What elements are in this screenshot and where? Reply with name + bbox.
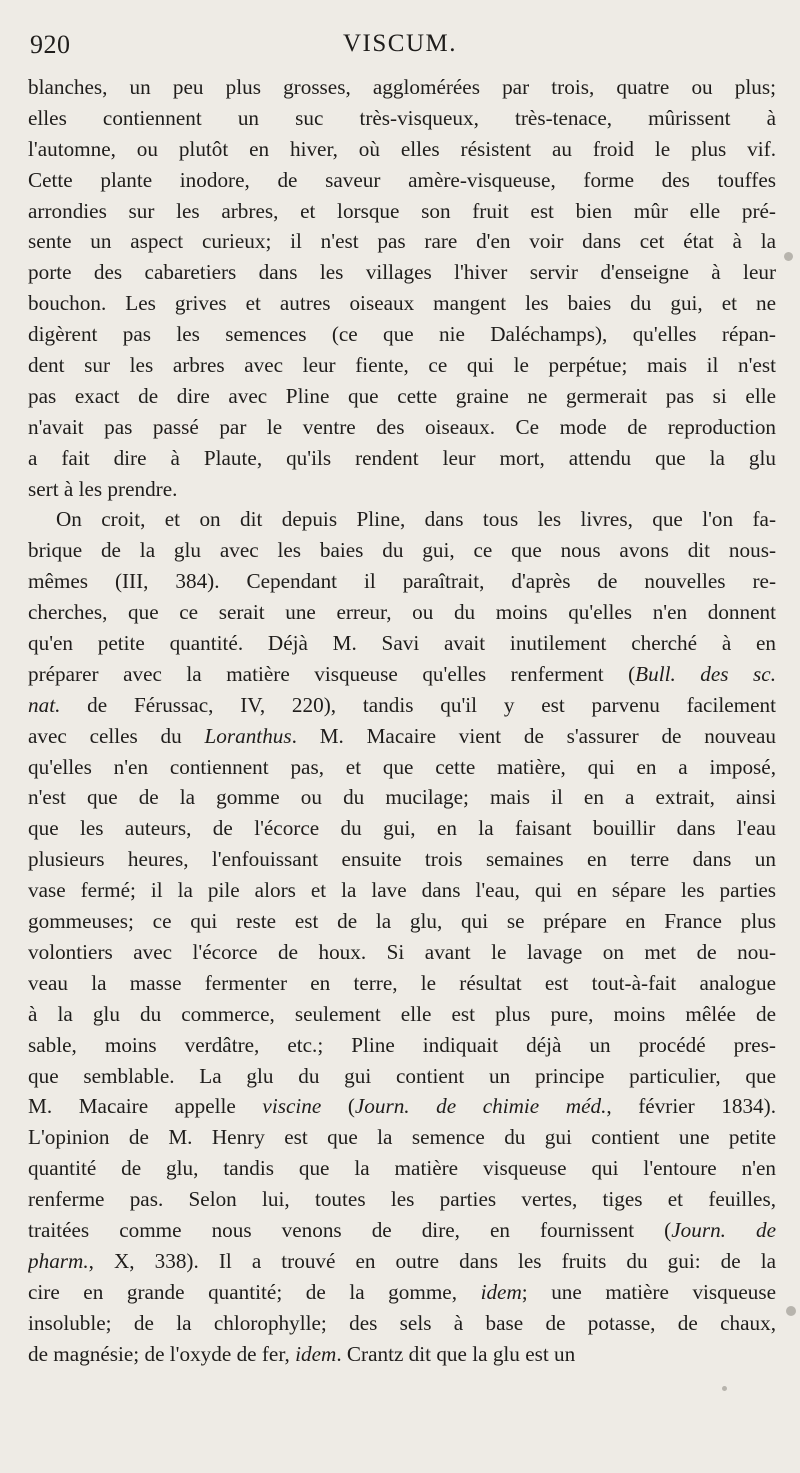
text-segment: qu'elles n'en contiennent pas, et que cette matière, qui en a imposé, — [28, 754, 776, 779]
text-segment: brique de la glu avec les baies du gui, ce que nous avons dit nous- — [28, 538, 776, 563]
text-segment: ( — [321, 1094, 355, 1119]
page-number: 920 — [30, 30, 71, 59]
text-line — [28, 566, 776, 597]
text-segment: insoluble; de la chlorophylle; des sels à base de potasse, de chaux, — [28, 1310, 776, 1335]
text-segment: sert à les prendre. — [28, 476, 178, 501]
text-segment: de magnésie; de l'oxyde de fer, — [28, 1341, 296, 1366]
text-line — [28, 1308, 776, 1339]
text-line — [28, 597, 776, 628]
text-line — [28, 381, 776, 412]
text-line — [28, 1030, 776, 1061]
text-line — [28, 813, 776, 844]
text-line — [28, 968, 776, 999]
text-line — [28, 412, 776, 443]
text-segment: que les auteurs, de l'écorce du gui, en la faisant bouillir dans l'eau — [28, 816, 776, 841]
text-segment: que semblable. La glu du gui contient un principe particulier, que — [28, 1063, 776, 1088]
italic-segment: nat. — [28, 692, 61, 717]
text-line — [28, 1122, 776, 1153]
text-segment: . M. Macaire vient de s'assurer de nouveau — [291, 723, 776, 748]
text-line — [28, 659, 776, 690]
body-text — [28, 72, 776, 1369]
text-line — [28, 844, 776, 875]
paper-speck — [786, 1306, 796, 1316]
italic-segment: viscine — [262, 1094, 322, 1119]
italic-segment: Journ. de chimie méd. — [354, 1094, 607, 1119]
text-segment: porte des cabaretiers dans les villages l'hiver servir d'enseigne à leur — [28, 260, 776, 285]
text-line — [28, 1184, 776, 1215]
text-segment: l'automne, ou plutôt en hiver, où elles résistent au froid le plus vif. — [28, 136, 776, 161]
text-segment: cherches, que ce serait une erreur, ou du moins qu'elles n'en donnent — [28, 600, 776, 625]
italic-segment: Loranthus — [204, 723, 292, 748]
text-segment: n'est que de la gomme ou du mucilage; mais il en a extrait, ainsi — [28, 785, 776, 810]
text-segment: digèrent pas les semences (ce que nie Daléchamps), qu'elles répan- — [28, 322, 776, 347]
text-line — [28, 1339, 776, 1370]
italic-segment: idem — [480, 1279, 522, 1304]
italic-segment: Bull. des sc. — [635, 661, 776, 686]
text-segment: sente un aspect curieux; il n'est pas rare d'en voir dans cet état à la — [28, 229, 776, 254]
text-line — [28, 103, 776, 134]
text-line — [28, 906, 776, 937]
text-line — [28, 628, 776, 659]
italic-segment: Journ. de — [671, 1217, 776, 1242]
text-line — [28, 1277, 776, 1308]
text-segment: vase fermé; il la pile alors et la lave dans l'eau, qui en sépare les parties — [28, 878, 776, 903]
text-line — [28, 1215, 776, 1246]
text-line — [28, 782, 776, 813]
text-segment: cire en grande quantité; de la gomme, — [28, 1279, 481, 1304]
text-line — [28, 474, 776, 505]
italic-segment: idem — [295, 1341, 337, 1366]
text-line — [28, 1153, 776, 1184]
text-line — [28, 875, 776, 906]
text-segment: Cette plante inodore, de saveur amère-visqueuse, forme des touffes — [28, 167, 776, 192]
text-line — [28, 350, 776, 381]
paper-speck — [784, 252, 793, 261]
text-line — [28, 134, 776, 165]
text-segment: On croit, et on dit depuis Pline, dans tous les livres, que l'on fa- — [56, 507, 776, 532]
text-line — [28, 752, 776, 783]
text-line — [28, 535, 776, 566]
text-segment: de Férussac, IV, 220), tandis qu'il y est parvenu facilement — [60, 692, 776, 717]
text-segment: plusieurs heures, l'enfouissant ensuite trois semaines en terre dans un — [28, 847, 776, 872]
text-segment: arrondies sur les arbres, et lorsque son fruit est bien mûr elle pré- — [28, 198, 776, 223]
page-header — [30, 28, 770, 62]
text-line — [28, 1061, 776, 1092]
text-line — [28, 165, 776, 196]
text-segment: quantité de glu, tandis que la matière visqueuse qui l'entoure n'en — [28, 1156, 776, 1181]
text-segment: elles contiennent un suc très-visqueux, très-tenace, mûrissent à — [28, 105, 776, 130]
text-segment: préparer avec la matière visqueuse qu'elles renferment ( — [28, 661, 636, 686]
text-segment: avec celles du — [28, 723, 205, 748]
text-segment: , février 1834). — [606, 1094, 776, 1119]
text-segment: pas exact de dire avec Pline que cette graine ne germerait pas si elle — [28, 383, 776, 408]
text-segment: mêmes (III, 384). Cependant il paraîtrait, d'après de nouvelles re- — [28, 569, 776, 594]
text-segment: volontiers avec l'écorce de houx. Si avant le lavage on met de nou- — [28, 939, 776, 964]
text-line — [28, 196, 776, 227]
running-head: VISCUM. — [343, 30, 457, 57]
text-line — [28, 999, 776, 1030]
text-segment: sable, moins verdâtre, etc.; Pline indiquait déjà un procédé pres- — [28, 1032, 776, 1057]
text-segment: qu'en petite quantité. Déjà M. Savi avait inutilement cherché à en — [28, 631, 776, 656]
text-segment: a fait dire à Plaute, qu'ils rendent leur mort, attendu que la glu — [28, 445, 776, 470]
text-line — [28, 72, 776, 103]
text-segment: bouchon. Les grives et autres oiseaux mangent les baies du gui, et ne — [28, 291, 776, 316]
text-line — [28, 288, 776, 319]
text-segment: à la glu du commerce, seulement elle est plus pure, moins mêlée de — [28, 1001, 776, 1026]
text-segment: dent sur les arbres avec leur fiente, ce qui le perpétue; mais il n'est — [28, 353, 776, 378]
text-segment: traitées comme nous venons de dire, en fournissent ( — [28, 1217, 672, 1242]
text-line — [28, 1091, 776, 1122]
text-segment: n'avait pas passé par le ventre des oiseaux. Ce mode de reproduction — [28, 414, 776, 439]
text-line — [28, 504, 776, 535]
text-segment: blanches, un peu plus grosses, agglomérées par trois, quatre ou plus; — [28, 75, 776, 99]
text-segment: gommeuses; ce qui reste est de la glu, qui se prépare en France plus — [28, 909, 776, 934]
text-line — [28, 257, 776, 288]
text-line — [28, 937, 776, 968]
text-segment: , X, 338). Il a trouvé en outre dans les fruits du gui: de la — [88, 1248, 776, 1273]
text-line — [28, 721, 776, 752]
text-line — [28, 319, 776, 350]
text-segment: renferme pas. Selon lui, toutes les parties vertes, tiges et feuilles, — [28, 1187, 776, 1212]
text-segment: veau la masse fermenter en terre, le résultat est tout-à-fait analogue — [28, 970, 776, 995]
italic-segment: pharm. — [28, 1248, 89, 1273]
text-line — [28, 690, 776, 721]
text-segment: ; une matière visqueuse — [521, 1279, 776, 1304]
text-line — [28, 1246, 776, 1277]
paper-speck — [722, 1386, 727, 1391]
text-segment: L'opinion de M. Henry est que la semence du gui contient une petite — [28, 1125, 776, 1150]
text-line — [28, 226, 776, 257]
text-segment: M. Macaire appelle — [28, 1094, 263, 1119]
text-segment: . Crantz dit que la glu est un — [336, 1341, 576, 1366]
text-line — [28, 443, 776, 474]
